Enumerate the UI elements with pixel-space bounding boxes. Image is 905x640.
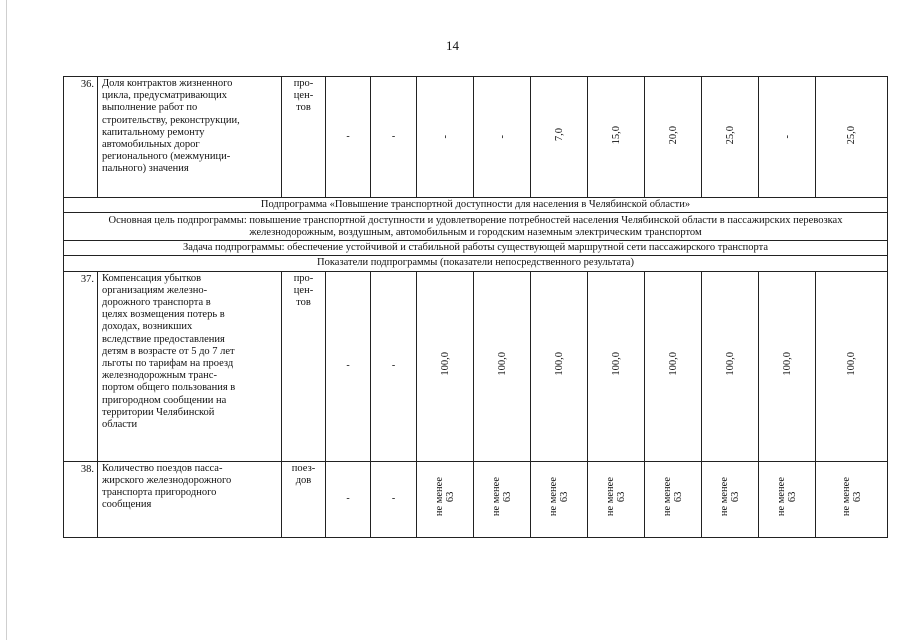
value-cell — [645, 77, 702, 198]
name-line: организациям железно- — [102, 284, 208, 296]
value-cell — [417, 77, 474, 198]
value-cell — [474, 461, 531, 537]
value: - — [781, 135, 793, 139]
name-line: выполнение работ по — [102, 102, 198, 114]
value-cell — [371, 77, 417, 198]
name-line: жирского железнодорожного — [102, 474, 232, 486]
subprogram-goal: Основная цель подпрограммы: повышение транспортной доступности и удовлетворение потребностей населения Челябинской области в пассажирских перевозках железнодорожным, воздушным, автомобильным и городским наземным электрическим транспортом — [64, 213, 888, 241]
value-cell — [371, 271, 417, 461]
table-row-38 — [64, 461, 888, 537]
value-cell — [326, 461, 371, 537]
unit-cell — [282, 461, 326, 537]
value: 100,0 — [496, 352, 508, 376]
value-cell — [702, 77, 759, 198]
value-cell — [759, 461, 816, 537]
name-line: доходах, возникших — [102, 321, 193, 333]
value: 100,0 — [846, 352, 857, 376]
value-cell — [702, 461, 759, 537]
indicator-name — [98, 461, 282, 537]
value: не менее 63 — [605, 477, 627, 517]
page-number: 14 — [446, 38, 459, 53]
value: 20,0 — [667, 125, 679, 145]
name-line: пригородном сообщении на — [102, 394, 227, 406]
name-line: Количество поездов пасса- — [102, 462, 223, 474]
name-line: цикла, предусматривающих — [102, 90, 227, 102]
value: - — [391, 130, 396, 142]
value-cell — [474, 271, 531, 461]
value-cell — [417, 461, 474, 537]
value-cell — [531, 77, 588, 198]
value-cell — [531, 271, 588, 461]
indicators-table — [63, 76, 888, 538]
name-line: регионального (межмуници- — [102, 151, 231, 163]
value: 100,0 — [553, 352, 565, 376]
value: - — [439, 135, 451, 139]
value-cell — [588, 271, 645, 461]
value: 7,0 — [553, 128, 565, 142]
value: - — [391, 493, 396, 504]
indicators-header: Показатели подпрограммы (показатели непосредственного результата) — [64, 256, 888, 271]
value: - — [346, 130, 350, 142]
name-line: автомобильных дорог — [102, 139, 200, 151]
unit-cell — [282, 271, 326, 461]
unit-line: тов — [296, 102, 311, 114]
value-cell — [816, 461, 888, 537]
value: - — [346, 493, 350, 504]
value: 100,0 — [667, 352, 679, 376]
name-line: пального) значения — [102, 163, 189, 175]
value: не менее 63 — [491, 477, 513, 517]
value: 100,0 — [724, 352, 736, 376]
value: не менее 63 — [548, 477, 570, 517]
value: - — [346, 360, 350, 371]
value-cell — [417, 271, 474, 461]
unit-line: про- — [293, 272, 314, 284]
name-line: целях возмещения потерь в — [102, 309, 225, 321]
value-cell — [759, 271, 816, 461]
name-line: дорожного транспорта в — [102, 297, 211, 309]
name-line: вследствие предоставления — [102, 333, 225, 345]
value-cell — [531, 461, 588, 537]
name-line: портом общего пользования в — [102, 382, 236, 394]
value: 25,0 — [724, 125, 736, 145]
subprogram-task: Задача подпрограммы: обеспечение устойчивой и стабильной работы существующей маршрутной сети пассажирского транспорта — [64, 241, 888, 256]
value: не менее 63 — [719, 477, 741, 517]
value: - — [496, 135, 508, 139]
unit-line: про- — [293, 78, 314, 89]
value-cell — [759, 77, 816, 198]
value: не менее 63 — [776, 477, 798, 517]
row-number: 37. — [64, 271, 98, 461]
table-row-subprogram — [64, 198, 888, 213]
name-line: сообщения — [102, 499, 152, 511]
unit-cell — [282, 77, 326, 198]
value-cell — [326, 271, 371, 461]
name-line: транспорта пригородного — [102, 487, 217, 499]
value-cell — [816, 271, 888, 461]
name-line: строительству, реконструкции, — [102, 114, 240, 126]
value: не менее 63 — [840, 477, 863, 517]
value: 25,0 — [846, 125, 857, 145]
indicator-name — [98, 77, 282, 198]
unit-line: цен- — [293, 90, 314, 102]
table-row-goal — [64, 213, 888, 241]
table-row-indicators-header — [64, 256, 888, 271]
name-line: детям в возрасте от 5 до 7 лет — [102, 345, 235, 357]
name-line: льготы по тарифам на проезд — [102, 358, 234, 370]
value: 100,0 — [781, 352, 793, 376]
subprogram-title: Подпрограмма «Повышение транспортной доступности для населения в Челябинской области» — [64, 198, 888, 213]
value-cell — [588, 77, 645, 198]
name-line: Компенсация убытков — [102, 272, 202, 284]
value: не менее 63 — [434, 477, 456, 517]
value: 100,0 — [439, 352, 451, 376]
value-cell — [588, 461, 645, 537]
scan-edge — [6, 0, 7, 640]
name-line: железнодорожным транс- — [102, 370, 217, 382]
value: 15,0 — [610, 125, 622, 145]
value: не менее 63 — [662, 477, 684, 517]
table-row-36 — [64, 77, 888, 198]
indicator-name — [98, 271, 282, 461]
table-row-37 — [64, 271, 888, 461]
value-cell — [474, 77, 531, 198]
value-cell — [326, 77, 371, 198]
value-cell — [702, 271, 759, 461]
value-cell — [645, 461, 702, 537]
row-number: 38. — [64, 461, 98, 537]
name-line: Доля контрактов жизненного — [102, 78, 233, 89]
value-cell — [371, 461, 417, 537]
value-cell — [816, 77, 888, 198]
value: 100,0 — [610, 352, 622, 376]
value-cell — [645, 271, 702, 461]
value: - — [391, 360, 396, 371]
row-number: 36. — [64, 77, 98, 198]
unit-line: цен- — [293, 284, 314, 296]
name-line: территории Челябинской — [102, 406, 215, 418]
table-row-task — [64, 241, 888, 256]
unit-line: дов — [295, 474, 312, 486]
name-line: области — [102, 419, 138, 431]
unit-line: тов — [296, 297, 311, 309]
name-line: капитальному ремонту — [102, 126, 205, 138]
unit-line: поез- — [291, 462, 316, 474]
